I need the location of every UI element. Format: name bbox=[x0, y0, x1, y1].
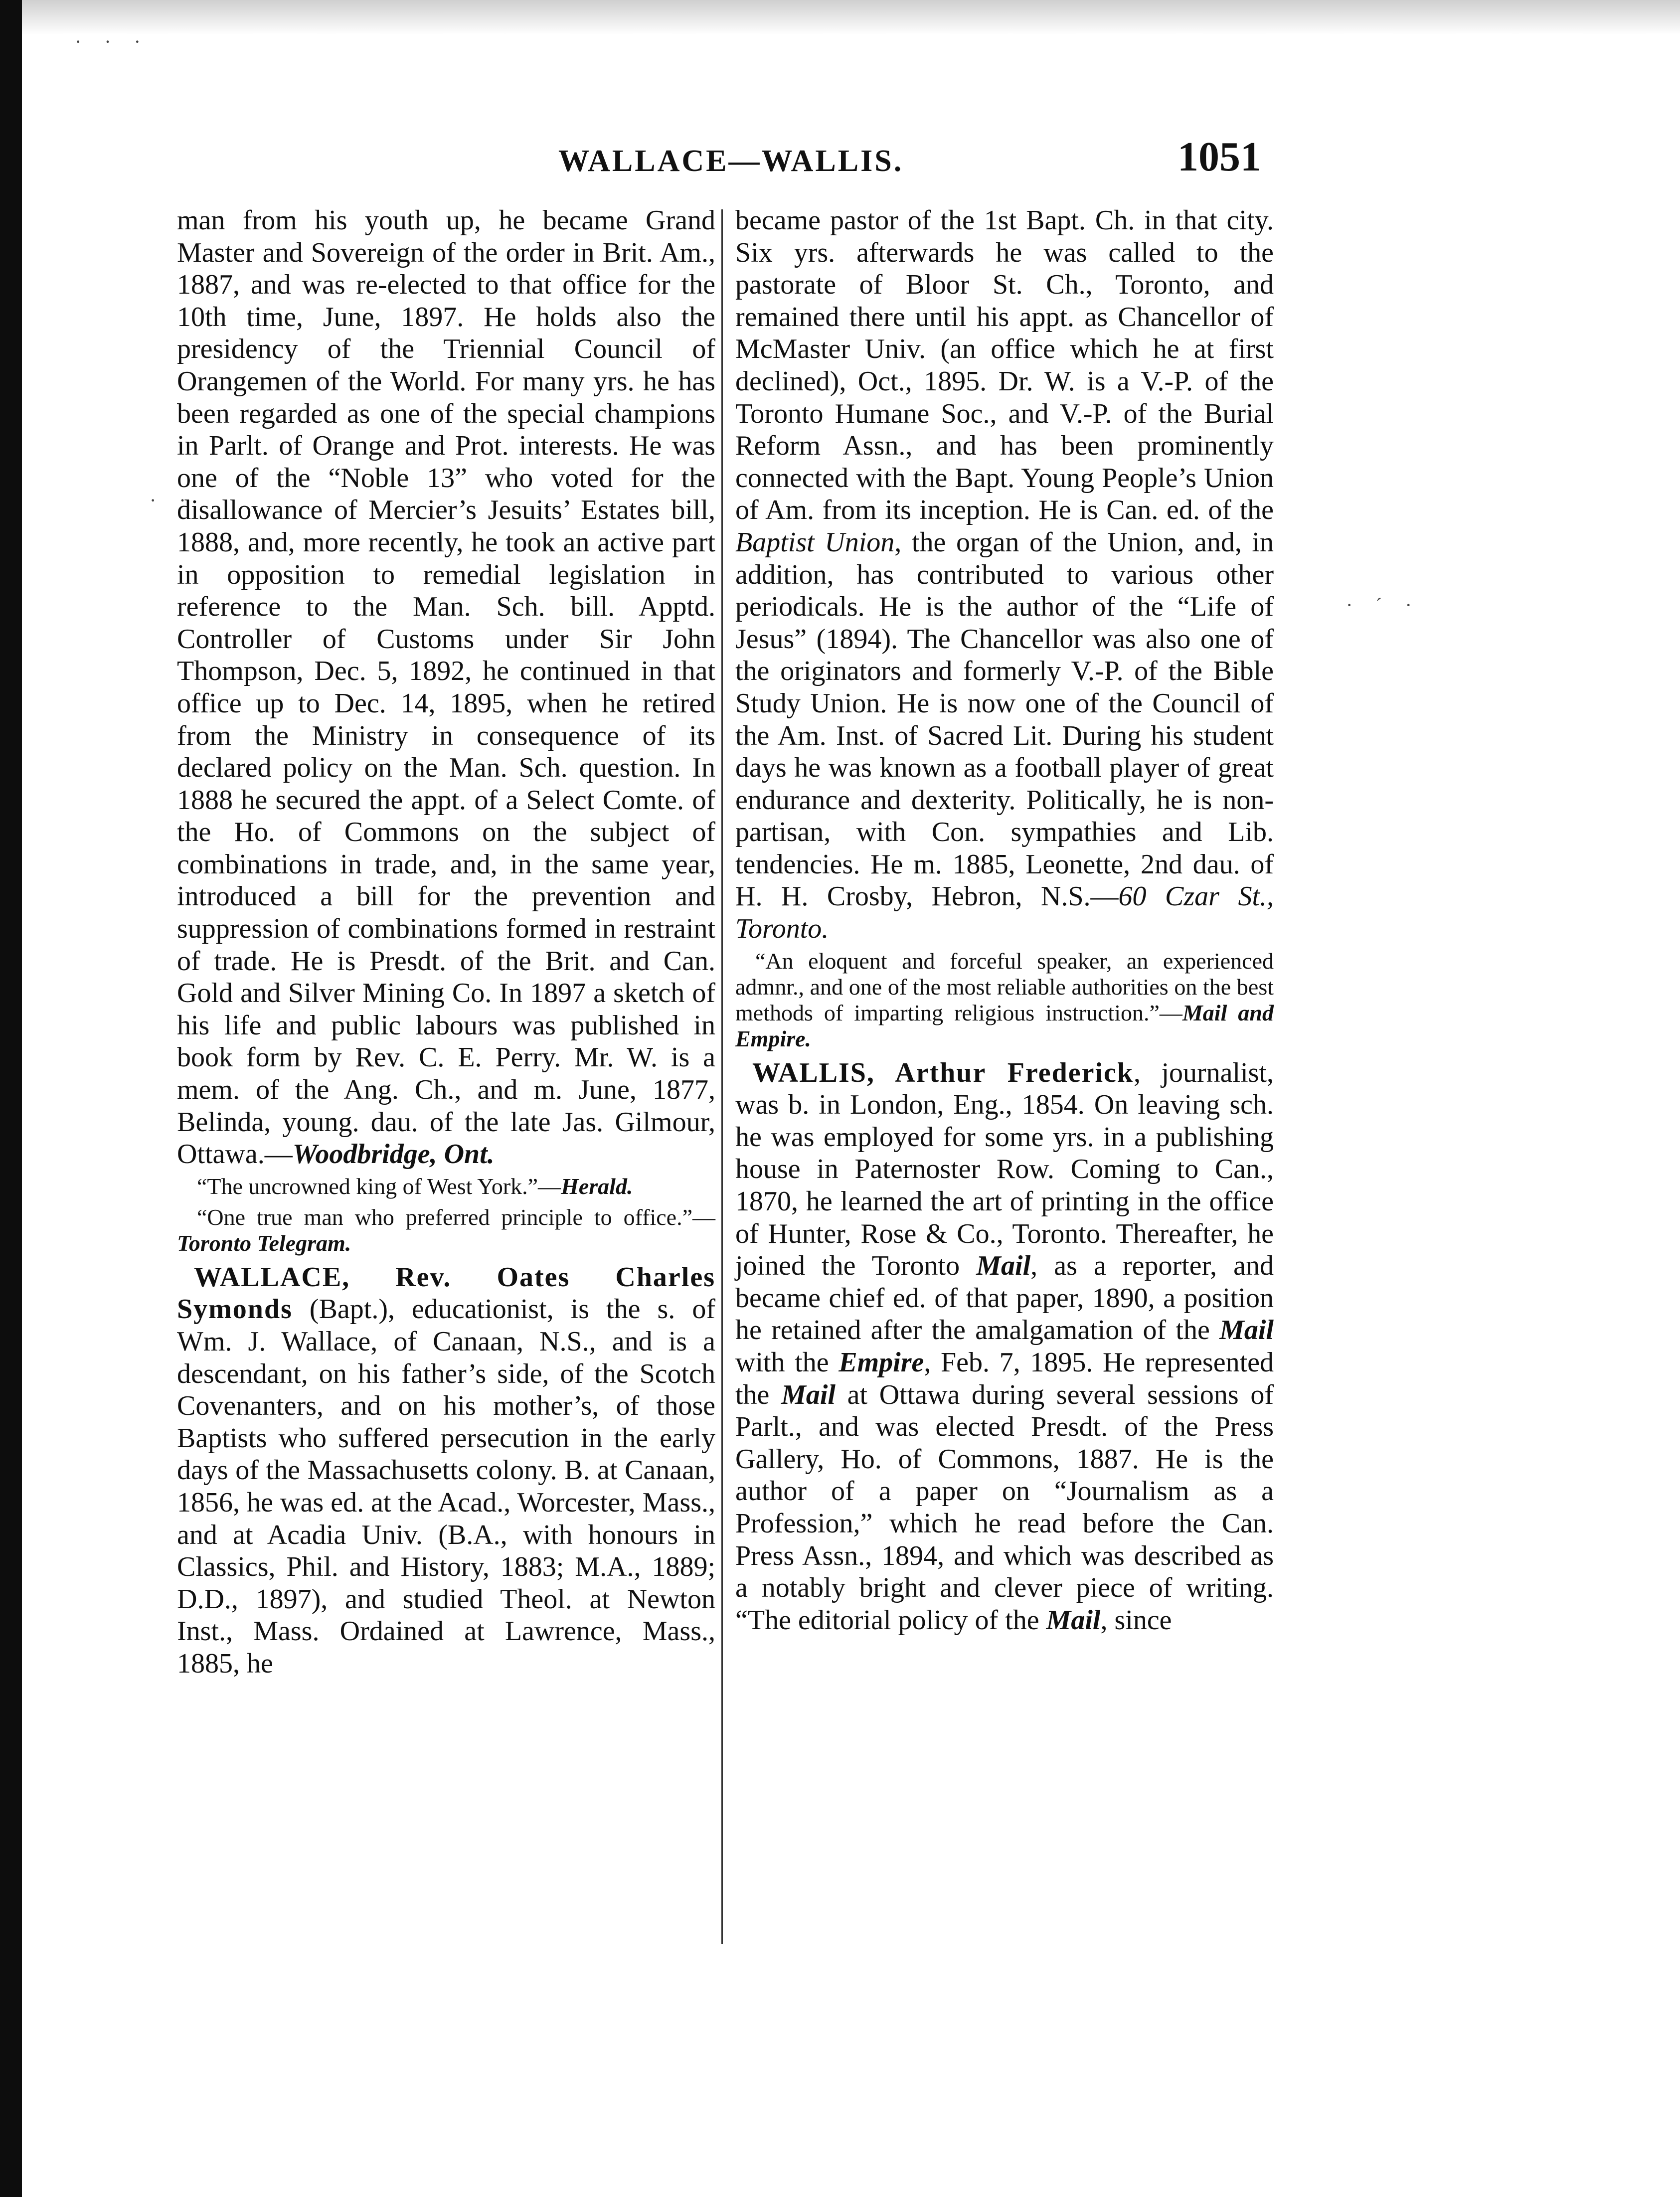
scan-top-shadow bbox=[0, 0, 1680, 35]
entry-text: , journalist, was b. in London, Eng., 1854. On leaving sch. he was employed for some yrs. in a publishing house in Paternoster Row. Coming to Can., 1870, he learned the art of printing in the office of Hunter, Rose & Co., Toronto. Thereafter, he joined the Toronto bbox=[735, 1057, 1274, 1282]
press-quote bbox=[177, 1174, 715, 1199]
address: 60 Czar St., Toronto. bbox=[735, 881, 1274, 945]
column-divider bbox=[721, 209, 723, 1944]
publication-title: Mail bbox=[781, 1379, 836, 1410]
press-quote bbox=[177, 1204, 715, 1256]
quote-text: “One true man who preferred principle to office.”— bbox=[197, 1204, 715, 1230]
scan-speck-top-left: · · · bbox=[75, 30, 150, 53]
page-number: 1051 bbox=[1177, 134, 1261, 180]
publication-title: Mail bbox=[976, 1250, 1031, 1282]
biography-entry bbox=[177, 1261, 715, 1680]
address: Woodbridge, Ont. bbox=[292, 1139, 495, 1170]
publication-title: Mail bbox=[1219, 1315, 1274, 1346]
entry-headword: WALLACE, Rev. Oates Charles Symonds bbox=[177, 1261, 715, 1325]
quote-source: Mail and Empire. bbox=[735, 1000, 1274, 1051]
biography-entry bbox=[735, 1057, 1274, 1637]
publication-title: Empire bbox=[839, 1347, 924, 1378]
press-quote bbox=[735, 948, 1274, 1052]
quote-source: Herald. bbox=[561, 1173, 633, 1199]
right-column bbox=[735, 204, 1274, 1636]
entry-text: , as a reporter, and became chief ed. of that paper, 1890, a position he retained after the amalgamation of the bbox=[735, 1250, 1274, 1346]
paragraph-text: man from his youth up, he became Grand Master and Sovereign of the order in Brit. Am., 1887, and was re-elected to that office for the 10th time, June, 1897. He holds also the presidency of the Triennial Council of Orangemen of the World. For many yrs. he has been regarded as one of the special champions in Parlt. of Orange and Prot. interests. He was one of the “Noble 13” who voted for the disallowance of Mercier’s Jesuits’ Estates bill, 1888, and, more recently, he took an active part in opposition to remedial legislation in reference to the Man. Sch. bill. Apptd. Controller of Customs under Sir John Thompson, Dec. 5, 1892, he continued in that office up to Dec. 14, 1895, when he retired from the Ministry in consequence of its declared policy on the Man. Sch. question. In 1888 he secured the appt. of a Select Comte. of the Ho. of Commons on the subject of combinations in trade, and, in the same year, introduced a bill for the prevention and suppression of combinations formed in restraint of trade. He is Presdt. of the Brit. and Can. Gold and Silver Mining Co. In 1897 a sketch of his life and public labours was published in book form by Rev. C. E. Perry. Mr. W. is a mem. of the Ang. Ch., and m. June, 1877, Belinda, young. dau. of the late Jas. Gilmour, Ottawa.— bbox=[177, 205, 715, 1170]
entry-text: with the bbox=[735, 1347, 839, 1378]
paragraph-continuation bbox=[177, 204, 715, 1171]
quote-text: “An eloquent and forceful speaker, an experienced admnr., and one of the most reliable authorities on the best methods of imparting religious instruction.”— bbox=[735, 948, 1274, 1025]
running-head: WALLACE—WALLIS. bbox=[558, 144, 904, 178]
page-header bbox=[184, 129, 1261, 183]
entry-text: at Ottawa during several sessions of Parlt., and was elected Presdt. of the Press Gallery, Ho. of Commons, 1887. He is the author of a paper on “Journalism as a Profession,” which he read before the Can. Press Assn., 1894, and which was described as a notably bright and clever piece of writing. “The editorial policy of the bbox=[735, 1379, 1274, 1636]
quote-source: Toronto Telegram. bbox=[177, 1230, 351, 1256]
entry-text: (Bapt.), educationist, is the s. of Wm. J. Wallace, of Canaan, N.S., and is a descendant, on his father’s side, of the Scotch Covenanters, and on his mother’s, of those Baptists who suffered persecution in the early days of the Massachusetts colony. B. at Canaan, 1856, he was ed. at the Acad., Worcester, Mass., and at Acadia Univ. (B.A., with honours in Classics, Phil. and History, 1883; M.A., 1889; D.D., 1897), and studied Theol. at Newton Inst., Mass. Ordained at Lawrence, Mass., 1885, he bbox=[177, 1294, 715, 1679]
entry-headword: WALLIS, Arthur Frederick bbox=[752, 1057, 1134, 1088]
paragraph-text: , the organ of the Union, and, in addition, has contributed to various other periodicals. He is the author of the “Life of Jesus” (1894). The Chancellor was also one of the originators and formerly V.-P. of the Bible Study Union. He is now one of the Council of the Am. Inst. of Sacred Lit. During his student days he was known as a football player of great endurance and dexterity. Politically, he is non-partisan, with Con. sympathies and Lib. tendencies. He m. 1885, Leonette, 2nd dau. of H. H. Crosby, Hebron, N.S.— bbox=[735, 526, 1274, 912]
scan-speck-left-margin: · · bbox=[150, 489, 195, 511]
left-column bbox=[177, 204, 715, 1680]
entry-text: , Feb. 7, 1895. He represented the bbox=[735, 1347, 1274, 1410]
entry-text: , since bbox=[1100, 1604, 1172, 1636]
quote-text: “The uncrowned king of West York.”— bbox=[197, 1173, 561, 1199]
scan-left-edge bbox=[0, 0, 22, 2197]
paragraph-text: became pastor of the 1st Bapt. Ch. in that city. Six yrs. afterwards he was called to the pastorate of Bloor St. Ch., Toronto, and remained there until his appt. as Chancellor of McMaster Univ. (an office which he at first declined), Oct., 1895. Dr. W. is a V.-P. of the Toronto Humane Soc., and V.-P. of the Burial Reform Assn., and has been prominently connected with the Bapt. Young People’s Union of Am. from its inception. He is Can. ed. of the bbox=[735, 205, 1274, 526]
publication-title: Baptist Union bbox=[735, 526, 895, 558]
publication-title: Mail bbox=[1046, 1604, 1101, 1636]
scan-speck-right-margin: · ´ · bbox=[1346, 594, 1421, 616]
paragraph-continuation bbox=[735, 204, 1274, 945]
